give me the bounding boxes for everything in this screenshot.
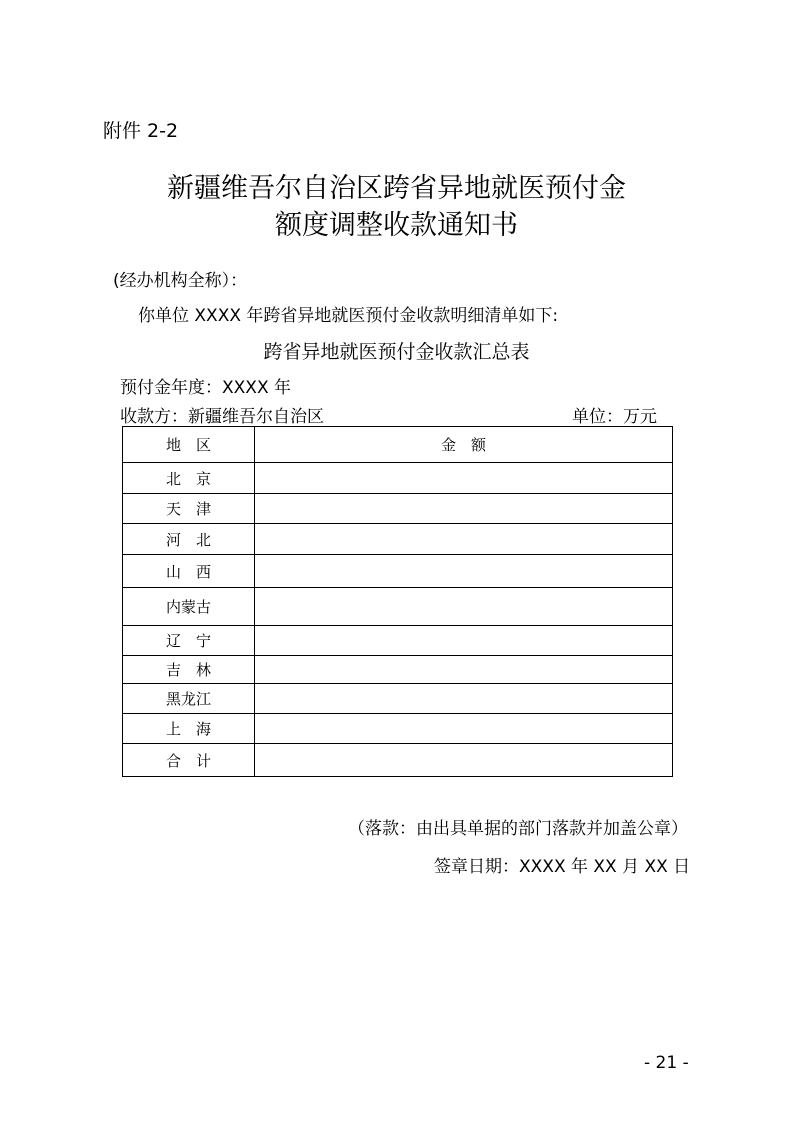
document-title-line-1: 新疆维吾尔自治区跨省异地就医预付金 [167,173,626,204]
region-cell: 上 海 [123,714,255,744]
header-amount: 金 额 [255,427,673,463]
region-cell: 河 北 [123,524,255,555]
seal-note: （落款：由出具单据的部门落款并加盖公章） [348,819,688,839]
intro-text: 你单位 XXXX 年跨省异地就医预付金收款明细清单如下: [138,306,559,326]
amount-cell [255,588,673,626]
total-amount-cell [255,744,673,777]
table-row [123,463,673,494]
table-row [123,684,673,714]
amount-cell [255,656,673,684]
sign-date: 签章日期：XXXX 年 XX 月 XX 日 [434,857,691,877]
table-row [123,588,673,626]
table-header-row [123,427,673,463]
region-cell: 辽 宁 [123,626,255,656]
page-number: - 21 - [644,1053,689,1073]
prepayment-year: 预付金年度：XXXX 年 [120,378,291,398]
header-region: 地 区 [123,427,255,463]
region-cell: 北 京 [123,463,255,494]
region-cell: 山 西 [123,555,255,588]
table-row [123,524,673,555]
amount-cell [255,555,673,588]
table-row [123,656,673,684]
amount-cell [255,524,673,555]
table-row [123,494,673,524]
region-cell: 黑龙江 [123,684,255,714]
total-label-cell: 合 计 [123,744,255,777]
payee-line: 收款方：新疆维吾尔自治区 [120,407,324,427]
summary-table [122,426,673,777]
region-cell: 吉 林 [123,656,255,684]
table-row [123,555,673,588]
amount-cell [255,626,673,656]
amount-cell [255,494,673,524]
table-total-row [123,744,673,777]
attachment-label: 附件 2-2 [103,120,179,142]
agency-name-label: (经办机构全称）： [113,271,248,291]
table-title: 跨省异地就医预付金收款汇总表 [263,341,530,363]
table-row [123,626,673,656]
amount-cell [255,714,673,744]
table-row [123,714,673,744]
document-title-line-2: 额度调整收款通知书 [275,210,518,241]
region-cell: 天 津 [123,494,255,524]
unit-line: 单位：万元 [572,407,657,427]
amount-cell [255,463,673,494]
region-cell: 内蒙古 [123,588,255,626]
amount-cell [255,684,673,714]
